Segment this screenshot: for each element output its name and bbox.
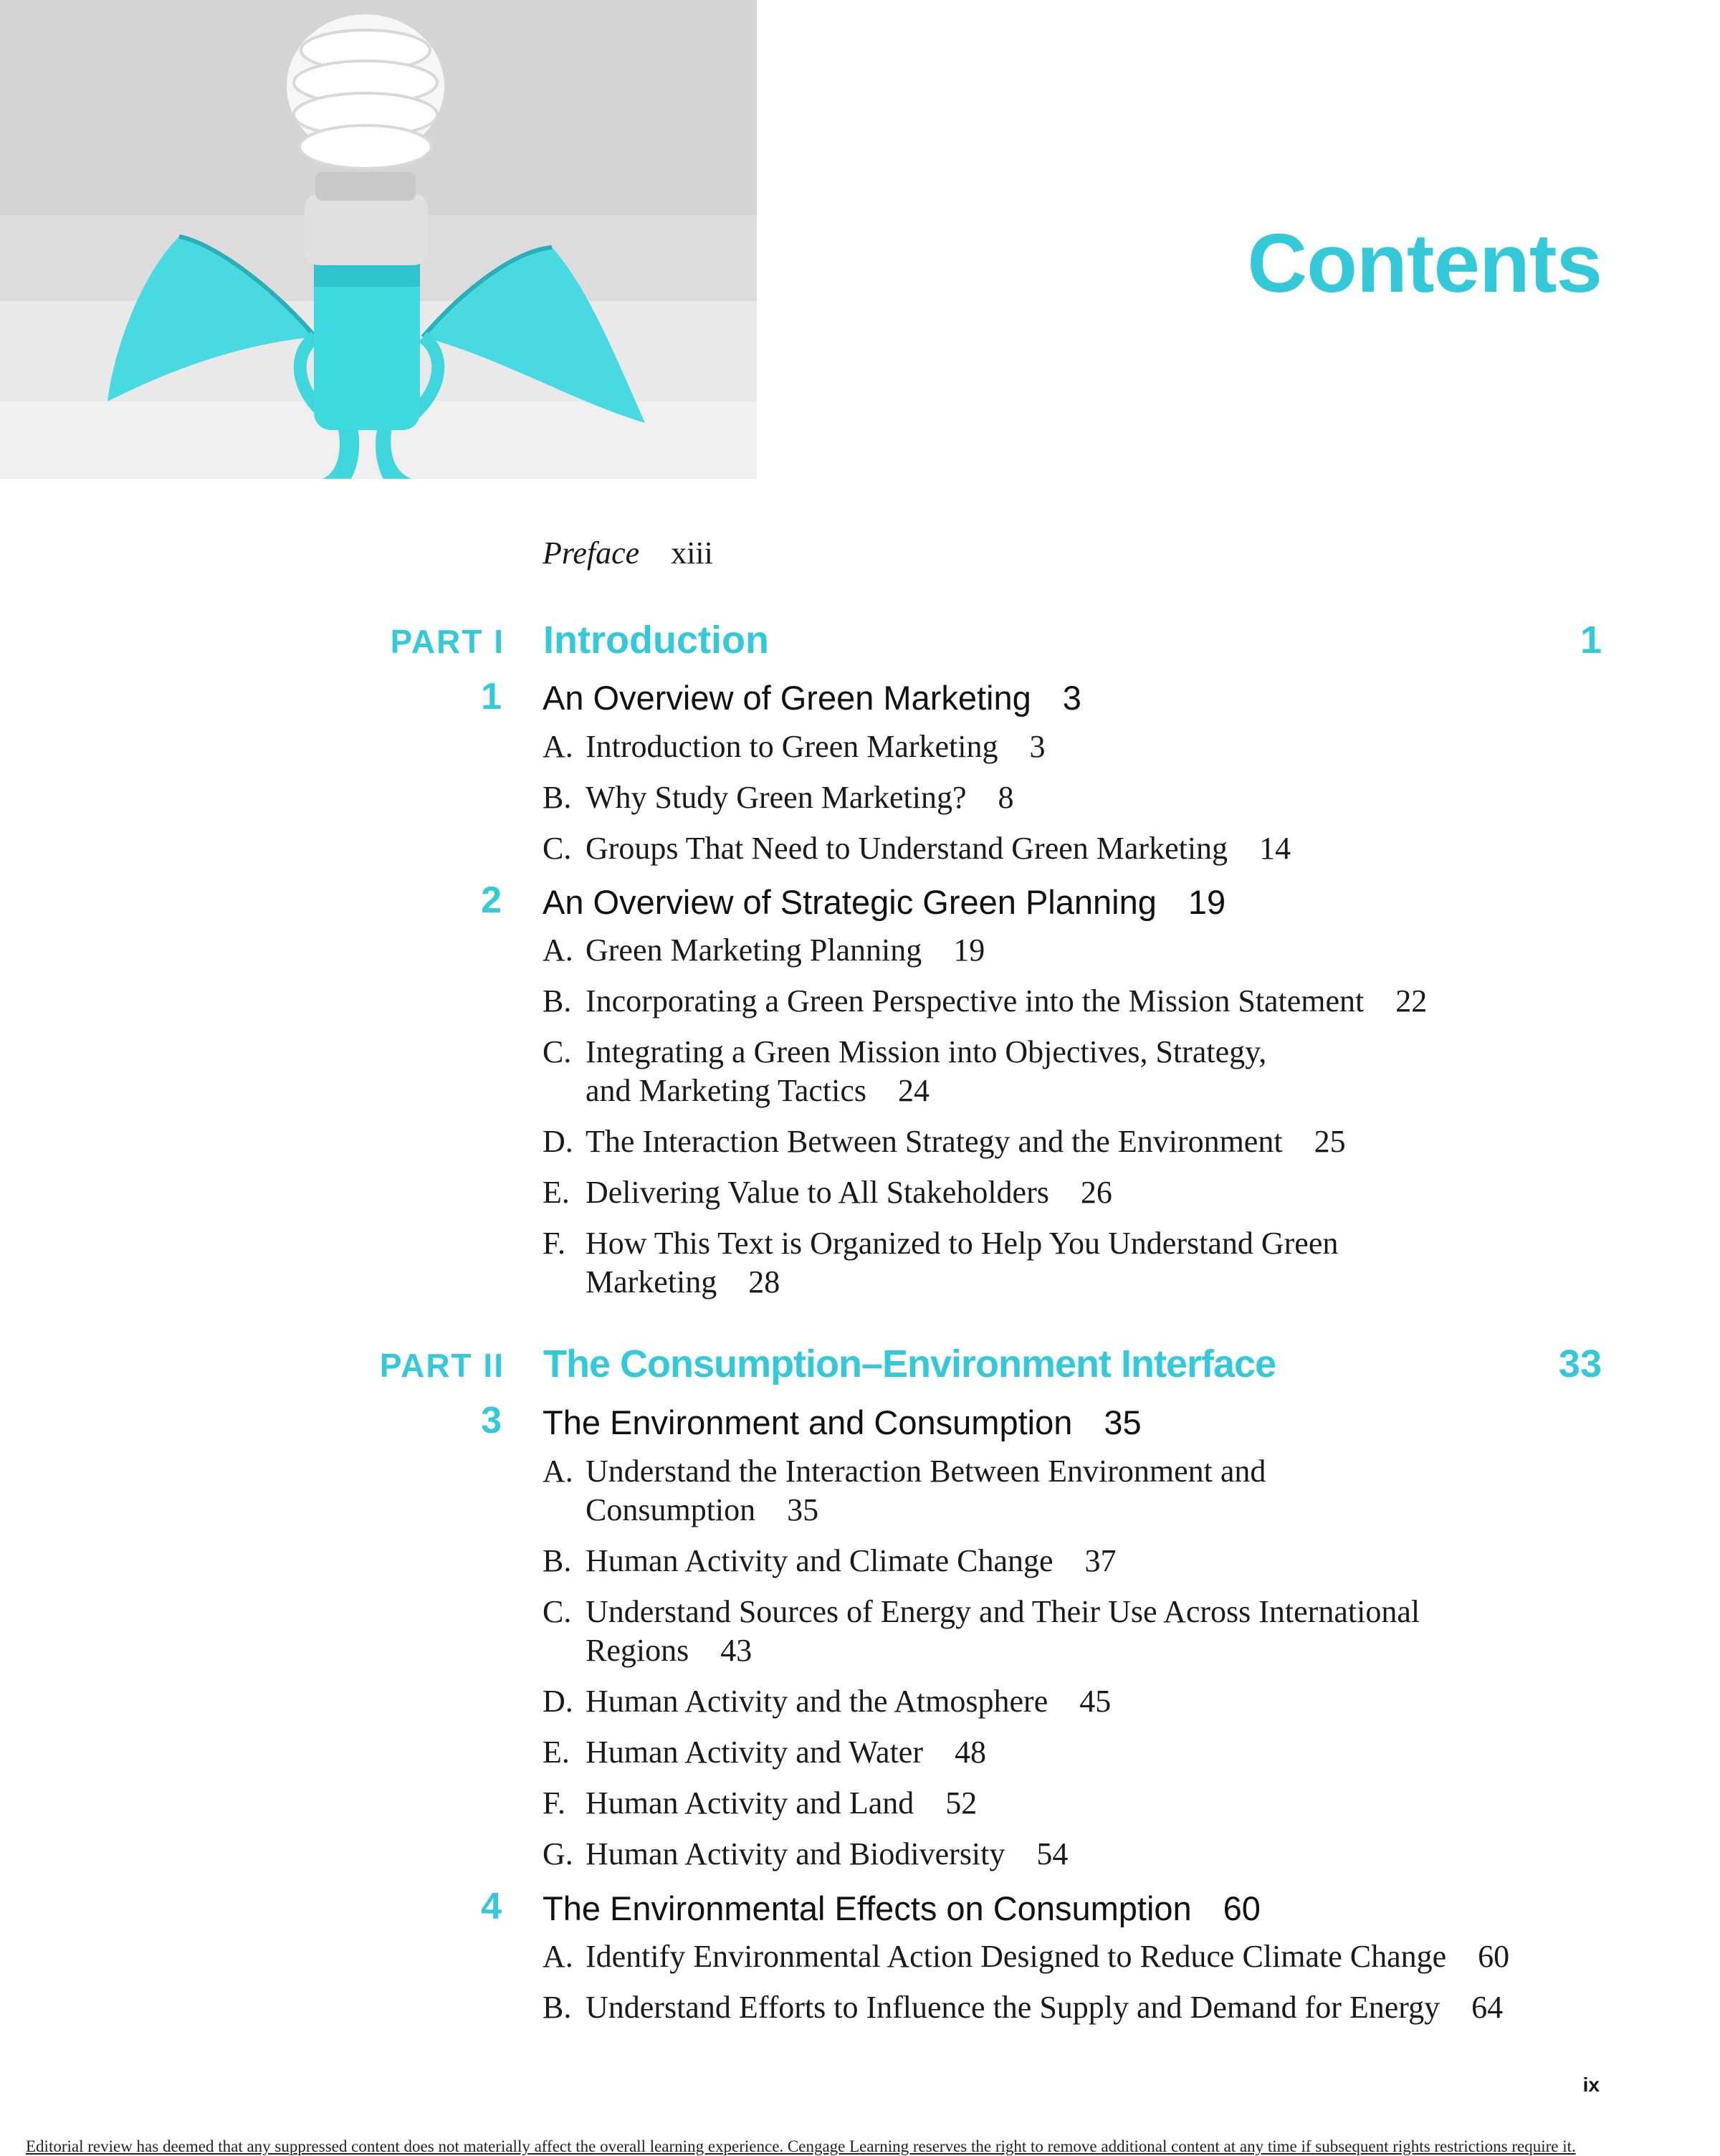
section-letter: A. bbox=[543, 729, 573, 764]
preface-page: xiii bbox=[671, 535, 713, 571]
chapter-number: 2 bbox=[481, 879, 502, 921]
section-entry[interactable] bbox=[543, 1542, 1117, 1579]
section-title: Green Marketing Planning bbox=[586, 932, 922, 968]
section-title: Human Activity and Water bbox=[586, 1735, 923, 1770]
section-letter: A. bbox=[543, 932, 573, 968]
section-title-continued: Marketing bbox=[586, 1264, 717, 1299]
section-entry[interactable] bbox=[543, 1785, 977, 1821]
section-letter: F. bbox=[543, 1226, 565, 1261]
section-entry[interactable] bbox=[543, 1734, 986, 1770]
section-page: 28 bbox=[748, 1264, 780, 1299]
section-entry[interactable] bbox=[543, 1683, 1111, 1719]
page-title: Contents bbox=[1247, 216, 1602, 310]
section-title: Delivering Value to All Stakeholders bbox=[586, 1175, 1049, 1210]
section-letter: A. bbox=[543, 1939, 573, 1974]
section-letter: C. bbox=[543, 1594, 572, 1629]
section-page: 52 bbox=[945, 1785, 978, 1821]
section-letter: D. bbox=[543, 1124, 573, 1159]
part-label: PART II bbox=[379, 1347, 505, 1384]
section-letter: B. bbox=[543, 983, 572, 1019]
chapter-page: 19 bbox=[1188, 883, 1226, 921]
chapter-page: 60 bbox=[1223, 1889, 1261, 1927]
part-page: 1 bbox=[1580, 619, 1602, 662]
section-title: Why Study Green Marketing? bbox=[586, 780, 967, 815]
section-entry[interactable] bbox=[543, 1836, 1068, 1872]
section-letter: A. bbox=[543, 1454, 573, 1489]
section-continuation[interactable] bbox=[586, 1632, 752, 1669]
chapter-title: The Environment and Consumption bbox=[543, 1403, 1073, 1441]
section-entry[interactable] bbox=[543, 932, 985, 968]
section-title: Integrating a Green Mission into Objectives, Strategy, bbox=[586, 1034, 1267, 1069]
section-title: The Interaction Between Strategy and the Environment bbox=[586, 1124, 1283, 1159]
section-entry[interactable] bbox=[543, 779, 1014, 816]
section-continuation[interactable] bbox=[586, 1264, 780, 1300]
part-label: PART I bbox=[390, 623, 505, 660]
section-letter: E. bbox=[543, 1175, 570, 1210]
section-letter: C. bbox=[543, 1034, 572, 1069]
section-page: 64 bbox=[1471, 1990, 1504, 2025]
section-letter: C. bbox=[543, 831, 572, 866]
section-page: 45 bbox=[1079, 1684, 1112, 1719]
section-letter: B. bbox=[543, 1990, 572, 2025]
section-title: Incorporating a Green Perspective into the Mission Statement bbox=[586, 983, 1365, 1019]
section-entry[interactable] bbox=[543, 1453, 1266, 1489]
section-title: Understand the Interaction Between Environment and bbox=[586, 1454, 1266, 1489]
section-title: Introduction to Green Marketing bbox=[586, 729, 998, 764]
section-title: Human Activity and the Atmosphere bbox=[586, 1684, 1048, 1719]
section-letter: E. bbox=[543, 1735, 570, 1770]
chapter-number: 3 bbox=[481, 1400, 502, 1441]
section-letter: F. bbox=[543, 1785, 565, 1821]
section-title-continued: and Marketing Tactics bbox=[586, 1073, 866, 1108]
section-title: Groups That Need to Understand Green Marketing bbox=[586, 831, 1228, 866]
part-page: 33 bbox=[1558, 1342, 1602, 1385]
section-title: How This Text is Organized to Help You Understand Green bbox=[586, 1226, 1339, 1261]
section-page: 25 bbox=[1314, 1124, 1346, 1159]
section-entry[interactable] bbox=[543, 1174, 1112, 1211]
section-title: Understand Sources of Energy and Their Use Across International bbox=[586, 1594, 1420, 1629]
chapter-title: An Overview of Strategic Green Planning bbox=[543, 883, 1157, 921]
chapter-entry[interactable] bbox=[543, 678, 1081, 717]
section-entry[interactable] bbox=[543, 1593, 1420, 1630]
chapter-title: An Overview of Green Marketing bbox=[543, 679, 1031, 717]
section-title: Human Activity and Land bbox=[586, 1785, 914, 1821]
section-entry[interactable] bbox=[543, 830, 1291, 867]
section-page: 60 bbox=[1478, 1939, 1510, 1974]
section-page: 26 bbox=[1080, 1175, 1112, 1210]
section-page: 24 bbox=[897, 1073, 930, 1108]
section-entry[interactable] bbox=[543, 1938, 1509, 1975]
chapter-title: The Environmental Effects on Consumption bbox=[543, 1889, 1192, 1927]
section-entry[interactable] bbox=[543, 728, 1046, 765]
section-title-continued: Consumption bbox=[586, 1492, 756, 1527]
section-title: Understand Efforts to Influence the Supply and Demand for Energy bbox=[586, 1990, 1440, 2025]
footer-notice: Editorial review has deemed that any suppressed content does not materially affect the overall learning experience. Cengage Learning reserves the right to remove additional content at any time if subsequent rights restrictions require it. bbox=[26, 2137, 1576, 2155]
section-continuation[interactable] bbox=[586, 1492, 818, 1528]
section-letter: D. bbox=[543, 1684, 573, 1719]
page-number: ix bbox=[1582, 2074, 1600, 2096]
section-title: Human Activity and Biodiversity bbox=[586, 1836, 1005, 1871]
section-page: 54 bbox=[1036, 1836, 1069, 1871]
section-title: Identify Environmental Action Designed to Reduce Climate Change bbox=[586, 1939, 1447, 1974]
section-letter: G. bbox=[543, 1836, 573, 1871]
part-title[interactable]: Introduction bbox=[543, 619, 769, 662]
part-title[interactable]: The Consumption–Environment Interface bbox=[543, 1342, 1276, 1385]
section-continuation[interactable] bbox=[586, 1072, 930, 1109]
preface-label: Preface bbox=[543, 535, 640, 571]
section-page: 8 bbox=[998, 780, 1014, 815]
section-entry[interactable] bbox=[543, 1123, 1346, 1160]
chapter-page: 35 bbox=[1104, 1403, 1142, 1441]
section-entry[interactable] bbox=[543, 983, 1427, 1019]
section-entry[interactable] bbox=[543, 1225, 1338, 1261]
section-page: 48 bbox=[954, 1735, 986, 1770]
chapter-page: 3 bbox=[1062, 679, 1081, 717]
section-page: 35 bbox=[787, 1492, 819, 1527]
section-page: 22 bbox=[1395, 983, 1428, 1019]
section-page: 3 bbox=[1029, 729, 1046, 764]
section-letter: B. bbox=[543, 780, 572, 815]
section-letter: B. bbox=[543, 1543, 572, 1578]
section-page: 43 bbox=[720, 1633, 752, 1668]
chapter-number: 4 bbox=[481, 1886, 502, 1927]
section-title-continued: Regions bbox=[586, 1633, 689, 1668]
toc-preface[interactable] bbox=[543, 535, 713, 571]
section-title: Human Activity and Climate Change bbox=[586, 1543, 1054, 1578]
section-entry[interactable] bbox=[543, 1034, 1266, 1070]
section-entry[interactable] bbox=[543, 1989, 1503, 2026]
section-page: 37 bbox=[1084, 1543, 1117, 1578]
chapter-entry[interactable] bbox=[543, 882, 1226, 922]
section-page: 19 bbox=[953, 932, 985, 968]
chapter-entry[interactable] bbox=[543, 1889, 1261, 1928]
section-page: 14 bbox=[1259, 831, 1291, 866]
chapter-entry[interactable] bbox=[543, 1403, 1142, 1442]
chapter-number: 1 bbox=[481, 676, 502, 717]
